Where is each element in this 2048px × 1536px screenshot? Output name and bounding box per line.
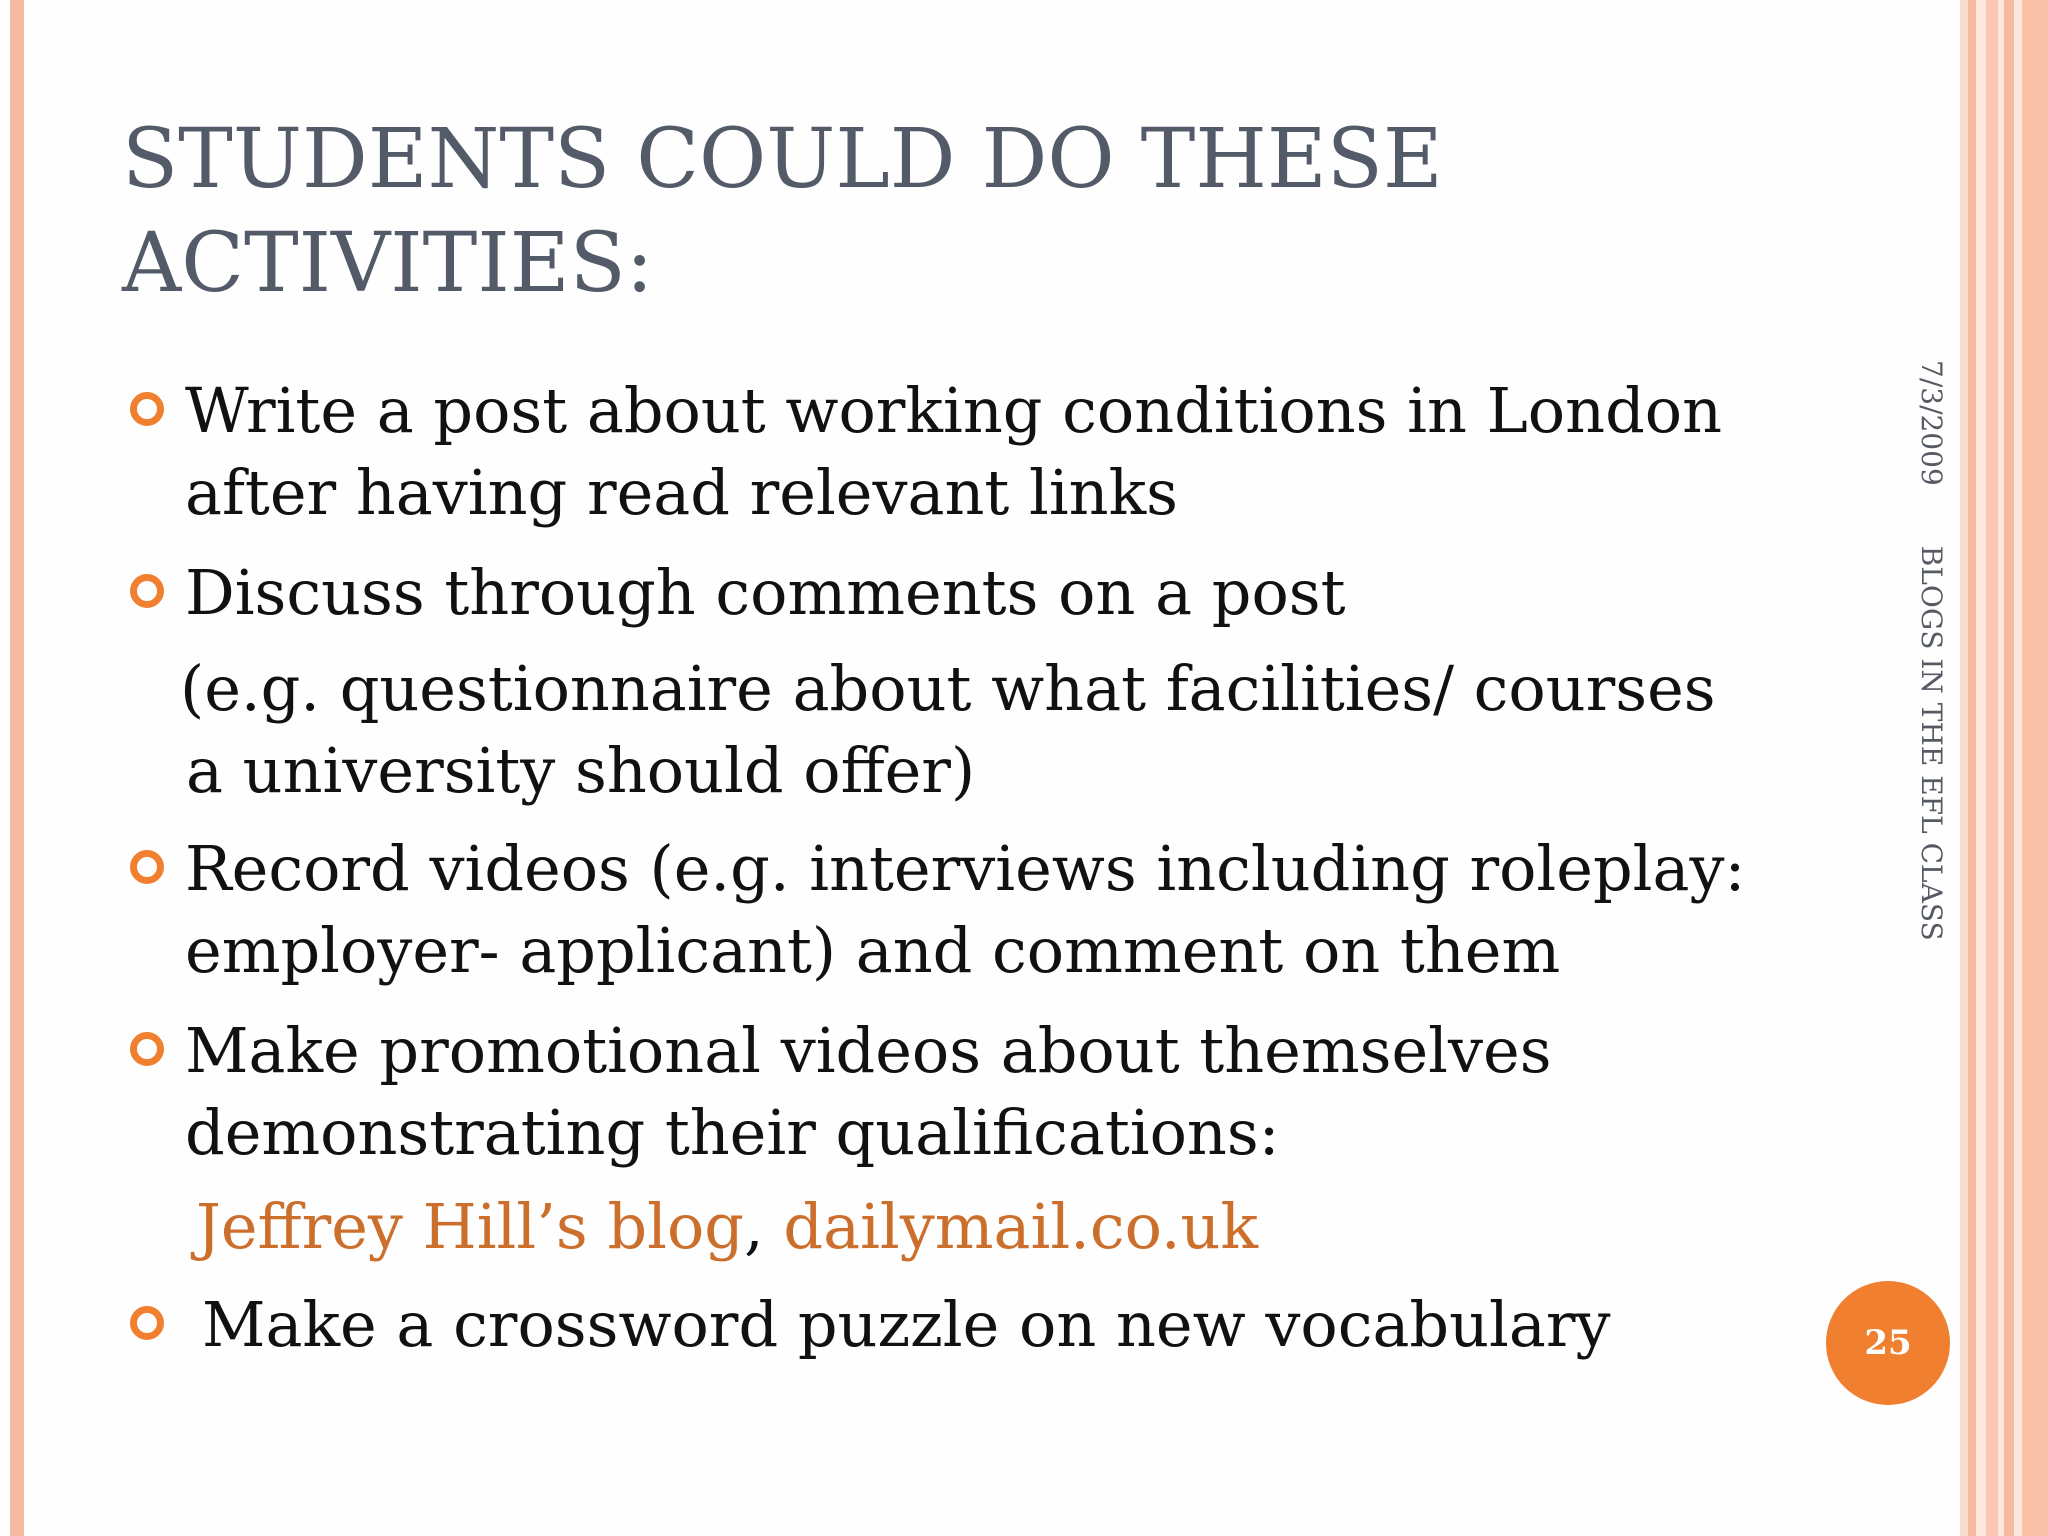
jeffrey-hill-blog-link[interactable]: Jeffrey Hill’s blog xyxy=(196,1190,744,1263)
link-separator: , xyxy=(743,1190,764,1263)
right-border-stripe-2 xyxy=(1968,0,1976,1536)
bullet-text-line: Discuss through comments on a post xyxy=(185,556,1346,629)
right-border-stripe-3 xyxy=(1976,0,1986,1536)
right-border-stripe-7 xyxy=(2014,0,2022,1536)
bullet-continuation xyxy=(130,648,1770,812)
bullet-text-line: Make a crossword puzzle on new vocabulary xyxy=(202,1288,1611,1361)
circle-bullet-icon xyxy=(130,392,164,426)
bullet-text-line: after having read relevant links xyxy=(185,456,1178,529)
page-number: 25 xyxy=(1864,1323,1912,1363)
list-item xyxy=(130,552,1770,634)
list-item xyxy=(130,1010,1770,1174)
right-border-stripe-8 xyxy=(2022,0,2048,1536)
right-border-stripe-4 xyxy=(1986,0,1998,1536)
reference-links xyxy=(130,1186,1770,1268)
vertical-footer xyxy=(1908,360,1948,1000)
right-border-stripe-1 xyxy=(1960,0,1968,1536)
list-item xyxy=(130,828,1770,992)
circle-bullet-icon xyxy=(130,850,164,884)
list-item xyxy=(130,1284,1770,1366)
list-item xyxy=(130,370,1770,534)
circle-bullet-icon xyxy=(130,1032,164,1066)
bullet-text-line: Write a post about working conditions in London xyxy=(185,374,1723,447)
course-title: BLOGS IN THE EFL CLASS xyxy=(1915,545,1948,941)
right-border-stripe-6 xyxy=(2004,0,2014,1536)
continuation-line: (e.g. questionnaire about what facilities/ courses xyxy=(180,652,1716,725)
left-border-bar xyxy=(10,0,24,1536)
slide-title: STUDENTS COULD DO THESE ACTIVITIES: xyxy=(122,112,1443,311)
bullet-text-line: Record videos (e.g. interviews including roleplay: xyxy=(185,832,1746,905)
continuation-line: a university should offer) xyxy=(186,734,976,807)
page-number-badge xyxy=(1826,1281,1950,1405)
bullet-text-line: employer- applicant) and comment on them xyxy=(185,914,1561,987)
bullet-list xyxy=(130,370,1770,1366)
bullet-text-line: demonstrating their qualifications: xyxy=(185,1096,1280,1169)
circle-bullet-icon xyxy=(130,574,164,608)
bullet-text-line: Make promotional videos about themselves xyxy=(185,1014,1552,1087)
dailymail-link[interactable]: dailymail.co.uk xyxy=(783,1190,1259,1263)
circle-bullet-icon xyxy=(130,1306,164,1340)
slide-date: 7/3/2009 xyxy=(1915,360,1948,486)
